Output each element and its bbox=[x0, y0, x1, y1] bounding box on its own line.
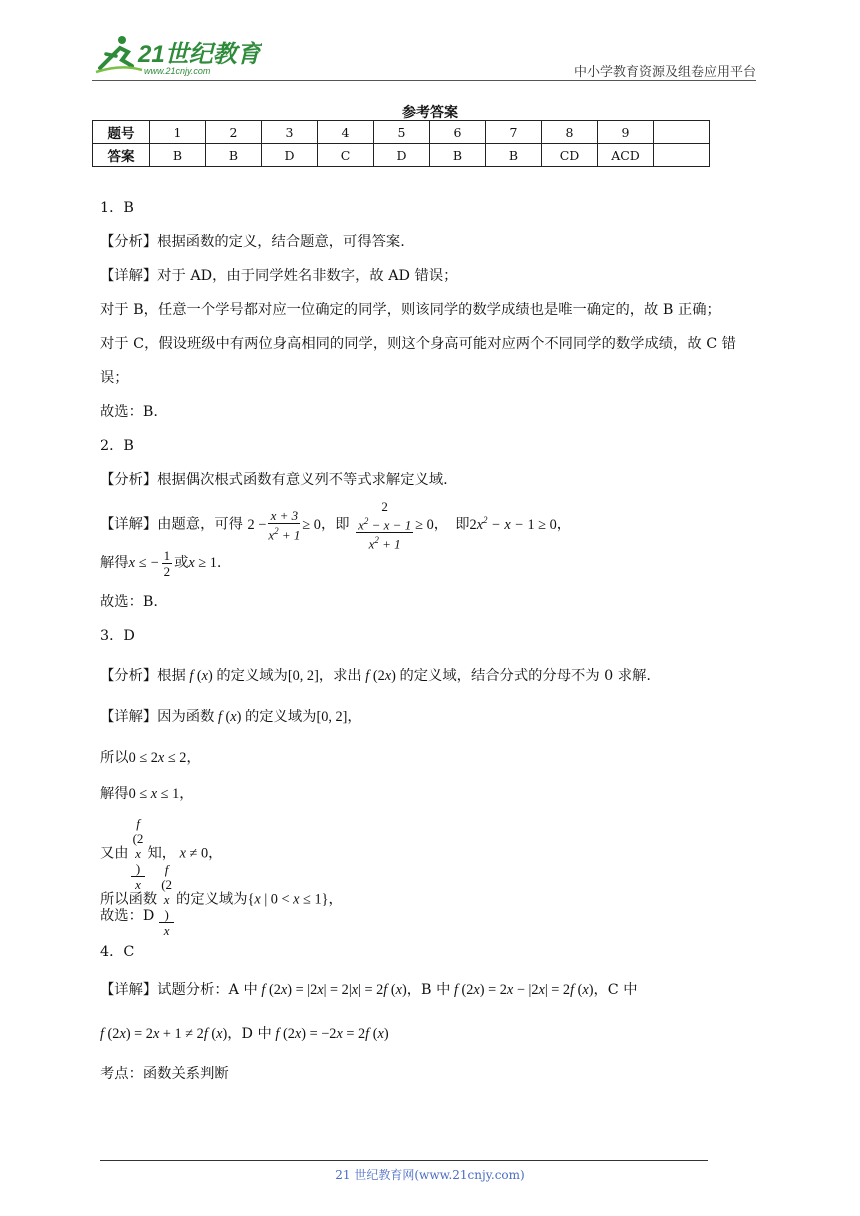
logo-21cnjy bbox=[92, 34, 262, 78]
formula: f (2x) = 2x + 1 ≠ 2f (x) bbox=[100, 1026, 228, 1042]
q3-step: 所以函数 f (2 x ) x 的定义域为{x | 0 < x ≤ 1}， bbox=[100, 862, 343, 938]
formula: {x | 0 < x ≤ 1} bbox=[247, 891, 329, 908]
q1-choice: 故选：B. bbox=[100, 404, 158, 420]
svg-text:www.21cnjy.com: www.21cnjy.com bbox=[144, 66, 211, 76]
table-cell: 6 bbox=[430, 121, 486, 144]
q4-heading: 4．C bbox=[100, 944, 135, 960]
table-cell: 7 bbox=[486, 121, 542, 144]
answer-table bbox=[92, 120, 710, 167]
q2-solve: 解得x ≤ − $\frac{1}{2}$ 或x ≥ 1. bbox=[100, 548, 222, 579]
table-cell: B bbox=[206, 144, 262, 167]
formula: f (2x) = 2x − |2x| = 2f (x) bbox=[450, 982, 594, 998]
q3-choice: 故选：D bbox=[100, 908, 155, 924]
table-cell: B bbox=[430, 144, 486, 167]
table-cell bbox=[654, 144, 710, 167]
formula: [0, 2] bbox=[316, 709, 348, 725]
table-cell: D bbox=[262, 144, 318, 167]
q4-detail: f (2x) = 2x + 1 ≠ 2f (x)，D 中 f (2x) = −2x = 2f (x) bbox=[100, 1026, 389, 1042]
q1-detail: 对于 C，假设班级中有两位身高相同的同学，则这个身高可能对应两个不同同学的数学成绩，故 C 错 bbox=[100, 336, 736, 352]
q4-exam-point: 考点：函数关系判断 bbox=[100, 1066, 229, 1082]
formula: x ≤ − $\frac{1}{2}$ bbox=[128, 548, 171, 579]
q3-detail: 【详解】因为函数 f (x) 的定义域为[0, 2]， bbox=[100, 709, 362, 725]
formula: 2 − $\frac{x + 3}{x^2 + 1}$ ≥ 0 bbox=[247, 508, 321, 543]
q3-step: 所以0 ≤ 2x ≤ 2， bbox=[100, 750, 201, 766]
footer-link[interactable]: 21 世纪教育网(www.21cnjy.com) bbox=[335, 1168, 525, 1182]
table-cell: 5 bbox=[374, 121, 430, 144]
formula: [0, 2] bbox=[287, 668, 319, 684]
formula: f (x) bbox=[214, 709, 242, 725]
footer-divider bbox=[100, 1160, 708, 1161]
formula: f (2 x ) x bbox=[161, 862, 173, 938]
table-cell: 9 bbox=[598, 121, 654, 144]
formula: x ≠ 0 bbox=[176, 845, 209, 862]
table-cell: 1 bbox=[150, 121, 206, 144]
table-header-cell: 题号 bbox=[93, 121, 150, 144]
table-cell: C bbox=[318, 144, 374, 167]
table-cell: 4 bbox=[318, 121, 374, 144]
table-cell: ACD bbox=[598, 144, 654, 167]
table-cell bbox=[654, 121, 710, 144]
formula: $2x^2 - x - 1 \ge 0$ bbox=[469, 514, 557, 533]
header-divider bbox=[92, 80, 756, 81]
q2-heading: 2．B bbox=[100, 438, 134, 454]
q3-analysis: 【分析】根据 f (x) 的定义域为[0, 2]，求出 f (2x) 的定义域，结合分式的分母不为 0 求解. bbox=[100, 668, 651, 684]
svg-text:21世纪教育: 21世纪教育 bbox=[138, 41, 261, 68]
formula: 2 $x^2 - x - 1$ $x^2 + 1$ ≥ 0 bbox=[358, 499, 434, 552]
table-header-cell: 答案 bbox=[93, 144, 150, 167]
q2-detail: 【详解】由题意，可得 2 − $\frac{x + 3}{x^2 + 1}$ ≥ 0，即 2 $x^2 - x - 1$ $x^2 + 1$ ≥ 0， 即$2x^2 - x - 1 \ge 0$， bbox=[100, 499, 572, 552]
runner-icon bbox=[96, 36, 142, 72]
table-cell: CD bbox=[542, 144, 598, 167]
table-row-answers bbox=[93, 144, 710, 167]
q1-analysis: 【分析】根据函数的定义，结合题意，可得答案. bbox=[100, 234, 405, 250]
table-cell: 2 bbox=[206, 121, 262, 144]
table-cell: B bbox=[150, 144, 206, 167]
platform-name: 中小学教育资源及组卷应用平台 bbox=[573, 65, 756, 80]
q1-detail: 对于 B，任意一个学号都对应一位确定的同学，则该同学的数学成绩也是唯一确定的，故 B 正确； bbox=[100, 302, 721, 318]
q4-detail: 【详解】试题分析：A 中 f (2x) = |2x| = 2|x| = 2f (x)，B 中 f (2x) = 2x − |2x| = 2f (x)，C 中 bbox=[100, 982, 638, 998]
q1-detail: 误； bbox=[100, 370, 129, 386]
q1-heading: 1．B bbox=[100, 200, 134, 216]
formula: f (2x) bbox=[361, 668, 396, 684]
table-cell: 3 bbox=[262, 121, 318, 144]
q2-analysis: 【分析】根据偶次根式函数有意义列不等式求解定义域. bbox=[100, 472, 448, 488]
table-cell: D bbox=[374, 144, 430, 167]
table-cell: B bbox=[486, 144, 542, 167]
formula: x ≥ 1 bbox=[188, 554, 217, 571]
formula: f (2x) = −2x = 2f (x) bbox=[271, 1026, 389, 1042]
formula: f (2 x ) x bbox=[132, 816, 144, 892]
formula: 0 ≤ x ≤ 1 bbox=[128, 786, 180, 802]
formula: 0 ≤ 2x ≤ 2 bbox=[128, 750, 187, 766]
q3-heading: 3．D bbox=[100, 628, 135, 644]
formula: f (2x) = |2x| = 2|x| = 2f (x) bbox=[257, 982, 407, 998]
page-title: 参考答案 bbox=[402, 105, 458, 121]
q2-choice: 故选：B. bbox=[100, 594, 158, 610]
q3-step: 又由 f (2 x ) x 知， x ≠ 0， bbox=[100, 816, 223, 892]
q1-detail: 【详解】对于 AD，由于同学姓名非数字，故 AD 错误； bbox=[100, 268, 458, 284]
q3-step: 解得0 ≤ x ≤ 1， bbox=[100, 786, 194, 802]
formula: f (x) bbox=[185, 668, 213, 684]
page-header bbox=[92, 30, 756, 80]
table-cell: 8 bbox=[542, 121, 598, 144]
table-row-numbers bbox=[93, 121, 710, 144]
